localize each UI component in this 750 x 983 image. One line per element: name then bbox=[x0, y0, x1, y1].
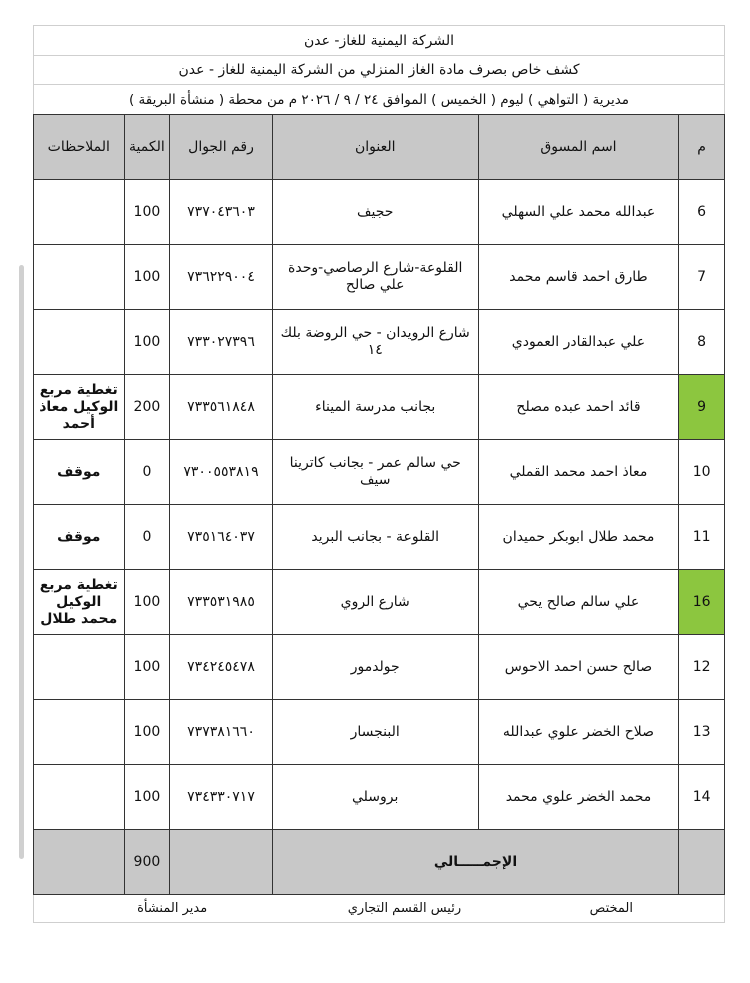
row-marketer-name: عبدالله محمد علي السهلي bbox=[478, 180, 679, 245]
row-number: 13 bbox=[679, 700, 725, 765]
row-notes: موقف bbox=[34, 505, 125, 570]
row-number: 11 bbox=[679, 505, 725, 570]
row-notes bbox=[34, 700, 125, 765]
column-header-marketer: اسم المسوق bbox=[478, 115, 679, 180]
row-address: القلوعة-شارع الرصاصي-وحدة علي صالح bbox=[272, 245, 478, 310]
column-header-quantity: الكمية bbox=[124, 115, 170, 180]
row-mobile: ٧٣٠٠٥٥٣٨١٩ bbox=[170, 440, 272, 505]
row-number: 10 bbox=[679, 440, 725, 505]
row-quantity: 100 bbox=[124, 765, 170, 830]
row-address: شارع الرويدان - حي الروضة بلك ١٤ bbox=[272, 310, 478, 375]
row-marketer-name: صلاح الخضر علوي عبدالله bbox=[478, 700, 679, 765]
row-mobile: ٧٣٤٣٣٠٧١٧ bbox=[170, 765, 272, 830]
table-row bbox=[34, 765, 725, 830]
row-marketer-name: محمد طلال ابوبكر حميدان bbox=[478, 505, 679, 570]
row-quantity: 100 bbox=[124, 570, 170, 635]
row-mobile: ٧٣٦٢٢٩٠٠٤ bbox=[170, 245, 272, 310]
sheet-info-line: مديرية ( التواهي ) ليوم ( الخميس ) الموافق ٢٤ / ٩ / ٢٠٢٦ م من محطة ( منشأة البريقة ) bbox=[33, 84, 725, 114]
row-notes bbox=[34, 245, 125, 310]
row-mobile: ٧٣٣٥٦١٨٤٨ bbox=[170, 375, 272, 440]
row-number: 16 bbox=[679, 570, 725, 635]
row-marketer-name: صالح حسن احمد الاحوس bbox=[478, 635, 679, 700]
row-quantity: 200 bbox=[124, 375, 170, 440]
table-header-row bbox=[34, 115, 725, 180]
row-quantity: 100 bbox=[124, 310, 170, 375]
row-mobile: ٧٣٧٠٤٣٦٠٣ bbox=[170, 180, 272, 245]
table-row bbox=[34, 245, 725, 310]
row-mobile: ٧٣٥١٦٤٠٣٧ bbox=[170, 505, 272, 570]
row-quantity: 0 bbox=[124, 505, 170, 570]
column-header-mobile: رقم الجوال bbox=[170, 115, 272, 180]
row-address: حجيف bbox=[272, 180, 478, 245]
total-cell-empty bbox=[34, 830, 125, 895]
row-marketer-name: محمد الخضر علوي محمد bbox=[478, 765, 679, 830]
row-quantity: 100 bbox=[124, 700, 170, 765]
vertical-scrollbar[interactable] bbox=[19, 265, 24, 859]
row-number: 6 bbox=[679, 180, 725, 245]
table-row bbox=[34, 440, 725, 505]
table-row bbox=[34, 570, 725, 635]
column-header-no: م bbox=[679, 115, 725, 180]
column-header-notes: الملاحظات bbox=[34, 115, 125, 180]
row-address: شارع الروي bbox=[272, 570, 478, 635]
gas-distribution-sheet bbox=[33, 25, 725, 923]
row-address: جولدمور bbox=[272, 635, 478, 700]
row-marketer-name: قائد احمد عبده مصلح bbox=[478, 375, 679, 440]
table-row bbox=[34, 635, 725, 700]
total-cell-empty bbox=[679, 830, 725, 895]
row-address: البنجسار bbox=[272, 700, 478, 765]
column-header-address: العنوان bbox=[272, 115, 478, 180]
row-mobile: ٧٣٣٥٣١٩٨٥ bbox=[170, 570, 272, 635]
table-row bbox=[34, 505, 725, 570]
row-marketer-name: معاذ احمد محمد القملي bbox=[478, 440, 679, 505]
sheet-subtitle: كشف خاص بصرف مادة الغاز المنزلي من الشركة اليمنية للغاز - عدن bbox=[33, 55, 725, 84]
row-number: 14 bbox=[679, 765, 725, 830]
row-notes bbox=[34, 635, 125, 700]
table-row bbox=[34, 375, 725, 440]
row-mobile: ٧٣٣٠٢٧٣٩٦ bbox=[170, 310, 272, 375]
table-row bbox=[34, 700, 725, 765]
row-notes: موقف bbox=[34, 440, 125, 505]
total-quantity: 900 bbox=[124, 830, 170, 895]
row-mobile: ٧٣٤٢٤٥٤٧٨ bbox=[170, 635, 272, 700]
row-notes: تغطية مربع الوكيل معاذ أحمد bbox=[34, 375, 125, 440]
row-quantity: 100 bbox=[124, 245, 170, 310]
distribution-table bbox=[33, 114, 725, 895]
signatures-row bbox=[33, 895, 725, 923]
row-address: بروسلي bbox=[272, 765, 478, 830]
row-mobile: ٧٣٧٣٨١٦٦٠ bbox=[170, 700, 272, 765]
row-notes bbox=[34, 765, 125, 830]
row-quantity: 100 bbox=[124, 180, 170, 245]
row-address: القلوعة - بجانب البريد bbox=[272, 505, 478, 570]
row-marketer-name: علي عبدالقادر العمودي bbox=[478, 310, 679, 375]
row-notes: تغطية مربع الوكيل محمد طلال bbox=[34, 570, 125, 635]
signature-commercial-head: رئيس القسم التجاري bbox=[347, 901, 462, 916]
row-notes bbox=[34, 180, 125, 245]
table-row bbox=[34, 310, 725, 375]
row-address: حي سالم عمر - بجانب كاترينا سيف bbox=[272, 440, 478, 505]
total-label: الإجمـــــالي bbox=[272, 830, 679, 895]
signature-facility-manager: مدير المنشأة bbox=[137, 901, 208, 916]
row-address: بجانب مدرسة الميناء bbox=[272, 375, 478, 440]
signature-specialist: المختص bbox=[589, 901, 633, 916]
row-number: 12 bbox=[679, 635, 725, 700]
row-number: 7 bbox=[679, 245, 725, 310]
total-row bbox=[34, 830, 725, 895]
row-notes bbox=[34, 310, 125, 375]
total-cell-empty bbox=[170, 830, 272, 895]
row-number: 8 bbox=[679, 310, 725, 375]
table-row bbox=[34, 180, 725, 245]
row-marketer-name: علي سالم صالح يحي bbox=[478, 570, 679, 635]
row-number: 9 bbox=[679, 375, 725, 440]
row-marketer-name: طارق احمد قاسم محمد bbox=[478, 245, 679, 310]
company-title: الشركة اليمنية للغاز- عدن bbox=[33, 25, 725, 55]
row-quantity: 100 bbox=[124, 635, 170, 700]
row-quantity: 0 bbox=[124, 440, 170, 505]
